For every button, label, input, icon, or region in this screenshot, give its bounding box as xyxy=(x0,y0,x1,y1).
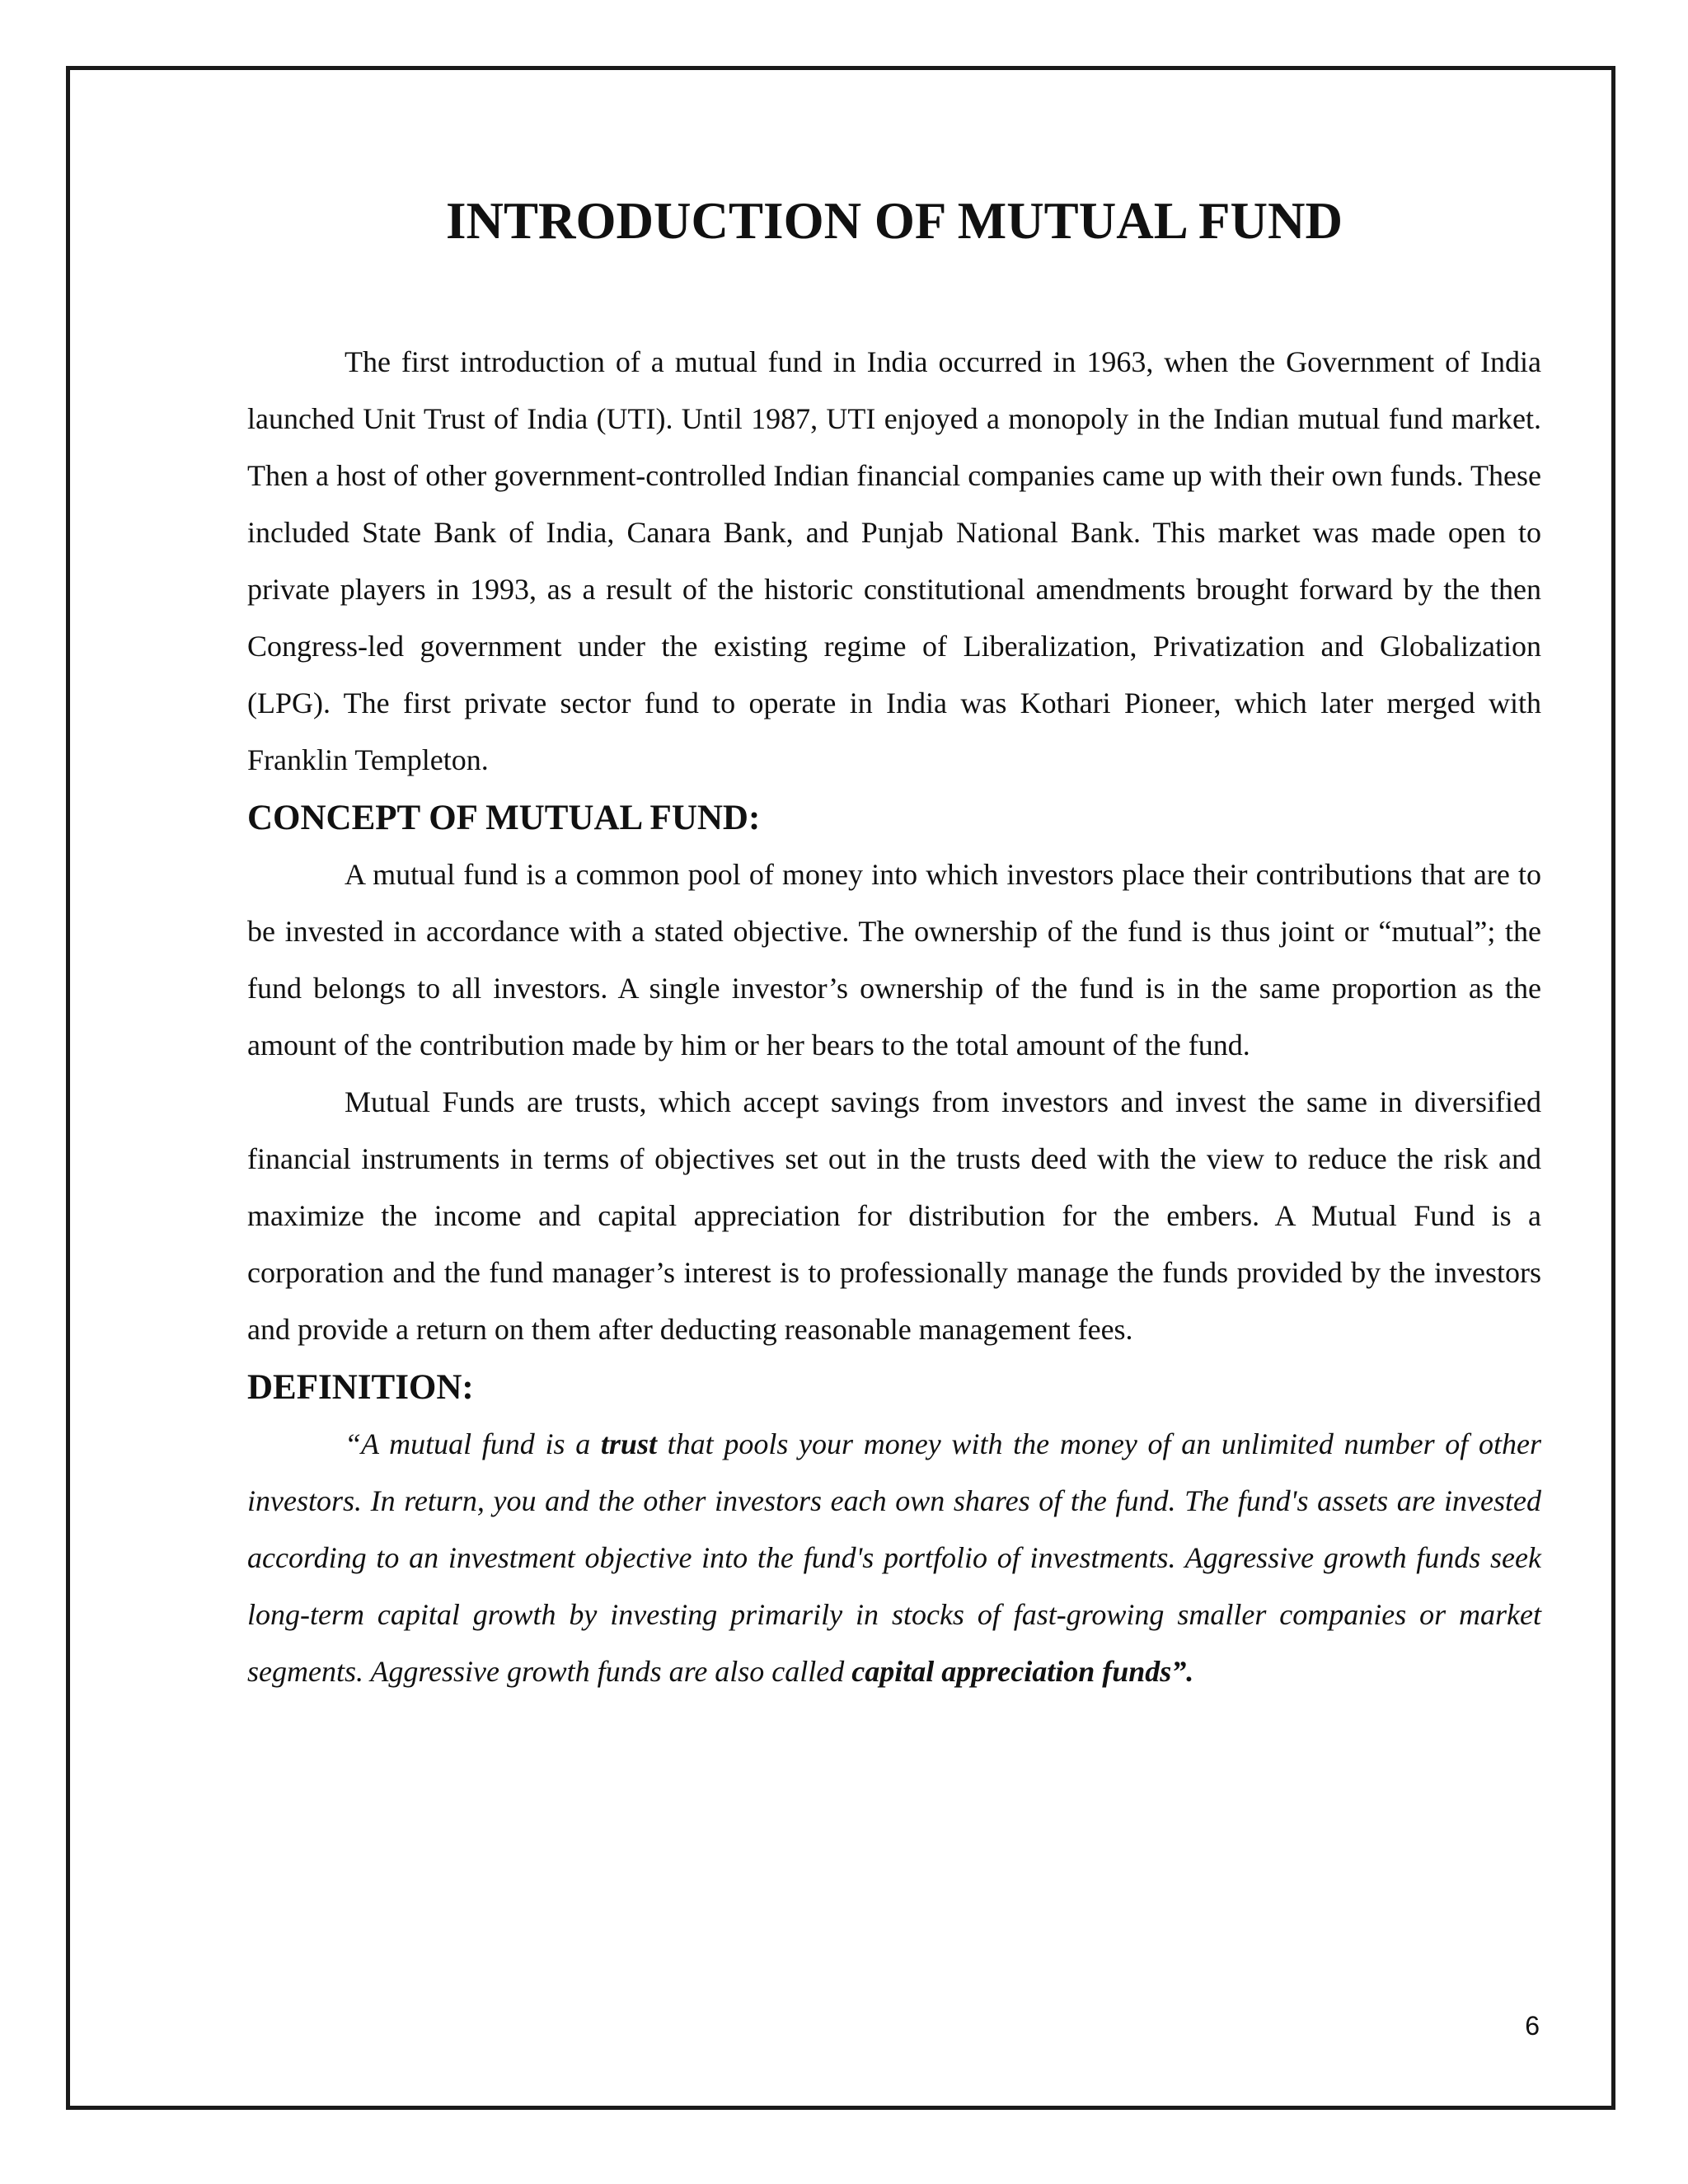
definition-term-capital-appreciation: capital appreciation funds”. xyxy=(851,1655,1194,1688)
definition-paragraph xyxy=(247,1416,1541,1700)
definition-text-1: “A mutual fund is a xyxy=(345,1427,601,1460)
page-title: INTRODUCTION OF MUTUAL FUND xyxy=(446,192,1343,250)
concept-paragraph-1: A mutual fund is a common pool of money into which investors place their contributions that are to be invested in accordance with a stated objective. The ownership of the fund is thus joint or “mutual”; the fund belongs to all investors. A single investor’s ownership of the fund is in the same proportion as the amount of the contribution made by him or her bears to the total amount of the fund. xyxy=(247,858,1541,1062)
definition-heading: DEFINITION: xyxy=(247,1368,474,1407)
page-number: 6 xyxy=(1525,2011,1540,2041)
concept-heading: CONCEPT OF MUTUAL FUND: xyxy=(247,799,761,837)
document-body xyxy=(247,148,1541,1700)
concept-paragraph-2: Mutual Funds are trusts, which accept savings from investors and invest the same in diversified financial instruments in terms of objectives set out in the trusts deed with the view to reduce the risk and maximize the income and capital appreciation for distribution for the embers. A Mutual Fund is a corporation and the fund manager’s interest is to professionally manage the funds provided by the investors and provide a return on them after deducting reasonable management fees. xyxy=(247,1085,1541,1346)
definition-term-trust: trust xyxy=(600,1427,657,1460)
definition-text-2: that pools your money with the money of an unlimited number of other investors. In return, you and the other investors each own shares of the fund. The fund's assets are invested according to an investment objective into the fund's portfolio of investments. Aggressive growth funds seek long-term capital growth by investing primarily in stocks of fast-growing smaller companies or market segments. Aggressive growth funds are also called xyxy=(247,1427,1541,1688)
intro-paragraph: The first introduction of a mutual fund in India occurred in 1963, when the Government of India launched Unit Trust of India (UTI). Until 1987, UTI enjoyed a monopoly in the Indian mutual fund market. Then a host of other government-controlled Indian financial companies came up with their own funds. These included State Bank of India, Canara Bank, and Punjab National Bank. This market was made open to private players in 1993, as a result of the historic constitutional amendments brought forward by the then Congress-led government under the existing regime of Liberalization, Privatization and Globalization (LPG). The first private sector fund to operate in India was Kothari Pioneer, which later merged with Franklin Templeton. xyxy=(247,345,1541,776)
